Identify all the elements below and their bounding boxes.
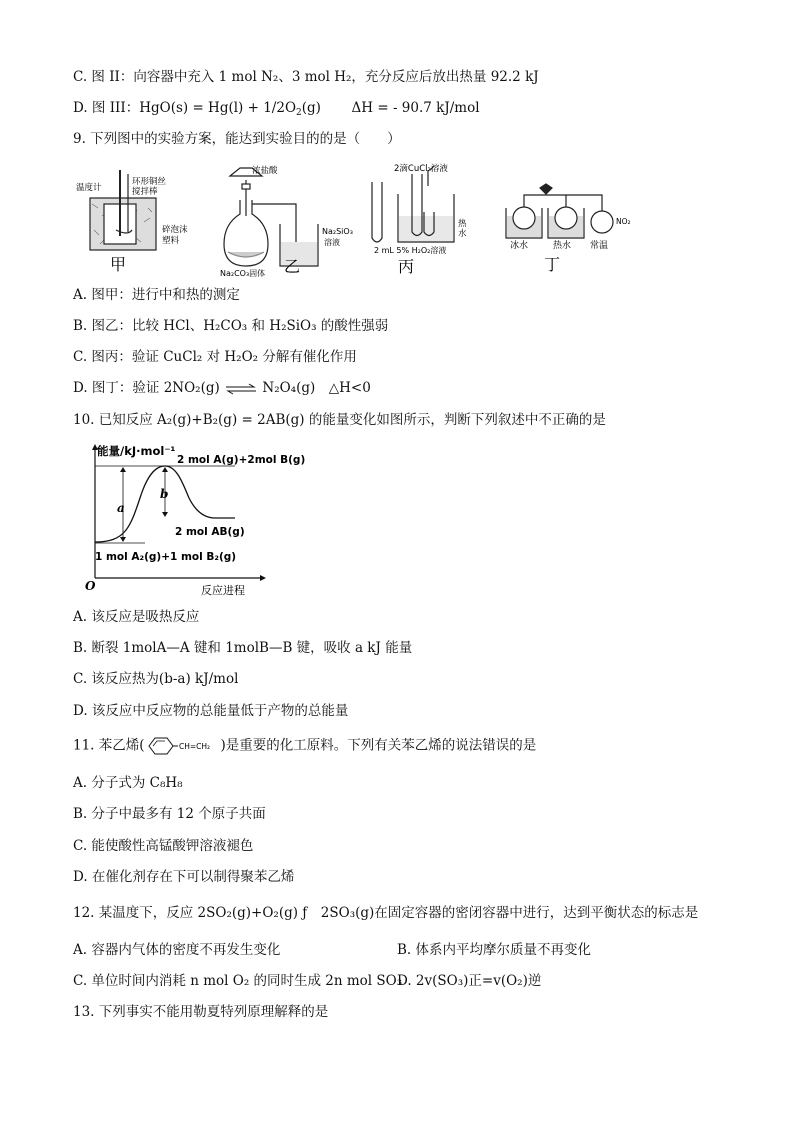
q12-option-c: C. 单位时间内消耗 n mol O₂ 的同时生成 2n mol SO₃ bbox=[73, 973, 403, 989]
na2sio3-label-1: Na₂SiO₃ bbox=[322, 227, 353, 236]
room-temp-label: 常温 bbox=[590, 241, 609, 251]
foam-label-2: 塑料 bbox=[162, 236, 180, 246]
q11-option-d: D. 在催化剂存在下可以制得聚苯乙烯 bbox=[73, 869, 295, 885]
energy-xlabel: 反应进程 bbox=[201, 584, 245, 597]
q12-option-d: D. 2v(SO₃)正=v(O₂)逆 bbox=[397, 973, 542, 989]
q10-option-c: C. 该反应热为(b-a) kJ/mol bbox=[73, 671, 239, 687]
product-level-label: 2 mol AB(g) bbox=[175, 526, 245, 538]
foam-label-1: 碎泡沫 bbox=[162, 225, 188, 235]
q11-option-c: C. 能使酸性高锰酸钾溶液褪色 bbox=[73, 838, 254, 854]
q8-option-c: C. 图 II：向容器中充入 1 mol N₂、3 mol H₂，充分反应后放出热量 92.2 kJ bbox=[73, 69, 539, 85]
ice-water-label: 冰水 bbox=[510, 241, 529, 251]
styrene-structure-icon bbox=[145, 736, 221, 756]
q12-stem: 12. 某温度下，反应 2SO₂(g)+O₂(g) ƒ 2SO₃(g)在固定容器的密闭容器中进行，达到平衡状态的标志是 bbox=[73, 905, 699, 921]
reactant-level-label: 1 mol A₂(g)+1 mol B₂(g) bbox=[95, 551, 237, 563]
stirrer-label-1: 环形铜丝 bbox=[132, 177, 167, 187]
equilibrium-arrow-icon bbox=[224, 383, 258, 395]
q10-option-d: D. 该反应中反应物的总能量低于产物的总能量 bbox=[73, 703, 349, 719]
energy-origin: O bbox=[85, 579, 96, 593]
hot-water-label-2: 水 bbox=[458, 229, 467, 239]
no2-label: NO₂ bbox=[616, 217, 631, 226]
q12-option-b: B. 体系内平均摩尔质量不再变化 bbox=[397, 942, 592, 958]
q10-option-a: A. 该反应是吸热反应 bbox=[73, 609, 200, 625]
figure-ding-label: 丁 bbox=[544, 255, 561, 274]
figure-jia-label: 甲 bbox=[110, 255, 127, 274]
q11-option-b: B. 分子中最多有 12 个原子共面 bbox=[73, 806, 266, 822]
label-a: a bbox=[117, 501, 125, 515]
h2o2-label: 2 mL 5% H₂O₂溶液 bbox=[374, 246, 447, 255]
figure-bing-label: 丙 bbox=[398, 257, 415, 276]
q8-option-d-text-a: D. 图 III：HgO(s) = Hg(l) + 1/2O bbox=[73, 100, 297, 116]
no2-equilibrium-apparatus bbox=[506, 184, 613, 238]
hcl-label: 浓盐酸 bbox=[252, 166, 278, 176]
q8-option-d-enthalpy: ΔH = - 90.7 kJ/mol bbox=[351, 100, 480, 116]
x-axis-arrow-icon bbox=[260, 575, 266, 581]
q11-stem-b: )是重要的化工原料。下列有关苯乙烯的说法错误的是 bbox=[220, 737, 537, 754]
vinyl-group-label: CH=CH₂ bbox=[178, 742, 210, 751]
q10-option-b: B. 断裂 1molA—A 键和 1molB—B 键，吸收 a kJ 能量 bbox=[73, 640, 413, 656]
q11-option-a: A. 分子式为 C₈H₈ bbox=[73, 775, 183, 791]
q9-option-c: C. 图丙：验证 CuCl₂ 对 H₂O₂ 分解有催化作用 bbox=[73, 349, 357, 365]
q9-option-d-text-a: D. 图丁：验证 2NO₂(g) bbox=[73, 380, 220, 396]
q9-option-b: B. 图乙：比较 HCl、H₂CO₃ 和 H₂SiO₃ 的酸性强弱 bbox=[73, 318, 389, 334]
q9-option-d-text-b: N₂O₄(g) △H<0 bbox=[262, 380, 371, 396]
stirrer-label-2: 搅拌棒 bbox=[132, 187, 158, 197]
figure-yi-label: 乙 bbox=[284, 257, 301, 276]
q9-option-a: A. 图甲：进行中和热的测定 bbox=[73, 287, 240, 303]
q10-stem: 10. 已知反应 A₂(g)+B₂(g) = 2AB(g) 的能量变化如图所示，判断下列叙述中不正确的是 bbox=[73, 412, 606, 428]
energy-diagram bbox=[85, 438, 306, 597]
q8-option-d: D. 图 III：$HgO(s) = Hg(l) + 1/2O_2(g) \Delta H$ = - 90.7 kJ/mol bbox=[73, 100, 480, 118]
energy-ylabel: 能量/kJ·mol⁻¹ bbox=[97, 444, 176, 458]
q9-apparatus-figure bbox=[72, 160, 632, 278]
q11-stem bbox=[73, 736, 536, 756]
label-b: b bbox=[160, 487, 169, 501]
acid-strength-apparatus bbox=[224, 168, 318, 266]
q12-option-a: A. 容器内气体的密度不再发生变化 bbox=[73, 942, 281, 958]
na2co3-label: Na₂CO₃固体 bbox=[220, 269, 266, 278]
hot-water-tag: 热水 bbox=[553, 241, 572, 251]
q9-option-d bbox=[73, 379, 371, 397]
thermometer-label: 温度计 bbox=[76, 183, 102, 193]
q11-stem-a: 11. 苯乙烯( bbox=[73, 737, 145, 754]
q9-stem: 9. 下列图中的实验方案，能达到实验目的的是（ ） bbox=[73, 131, 401, 147]
catalysis-apparatus bbox=[372, 166, 454, 242]
hot-water-label-1: 热 bbox=[458, 219, 467, 229]
top-level-label: 2 mol A(g)+2mol B(g) bbox=[177, 454, 306, 466]
q13-stem: 13. 下列事实不能用勒夏特列原理解释的是 bbox=[73, 1004, 329, 1020]
cucl2-label: 2滴CuCl₂溶液 bbox=[394, 164, 448, 174]
na2sio3-label-2: 溶液 bbox=[324, 238, 340, 247]
q8-option-d-text-b: (g) bbox=[301, 100, 321, 116]
